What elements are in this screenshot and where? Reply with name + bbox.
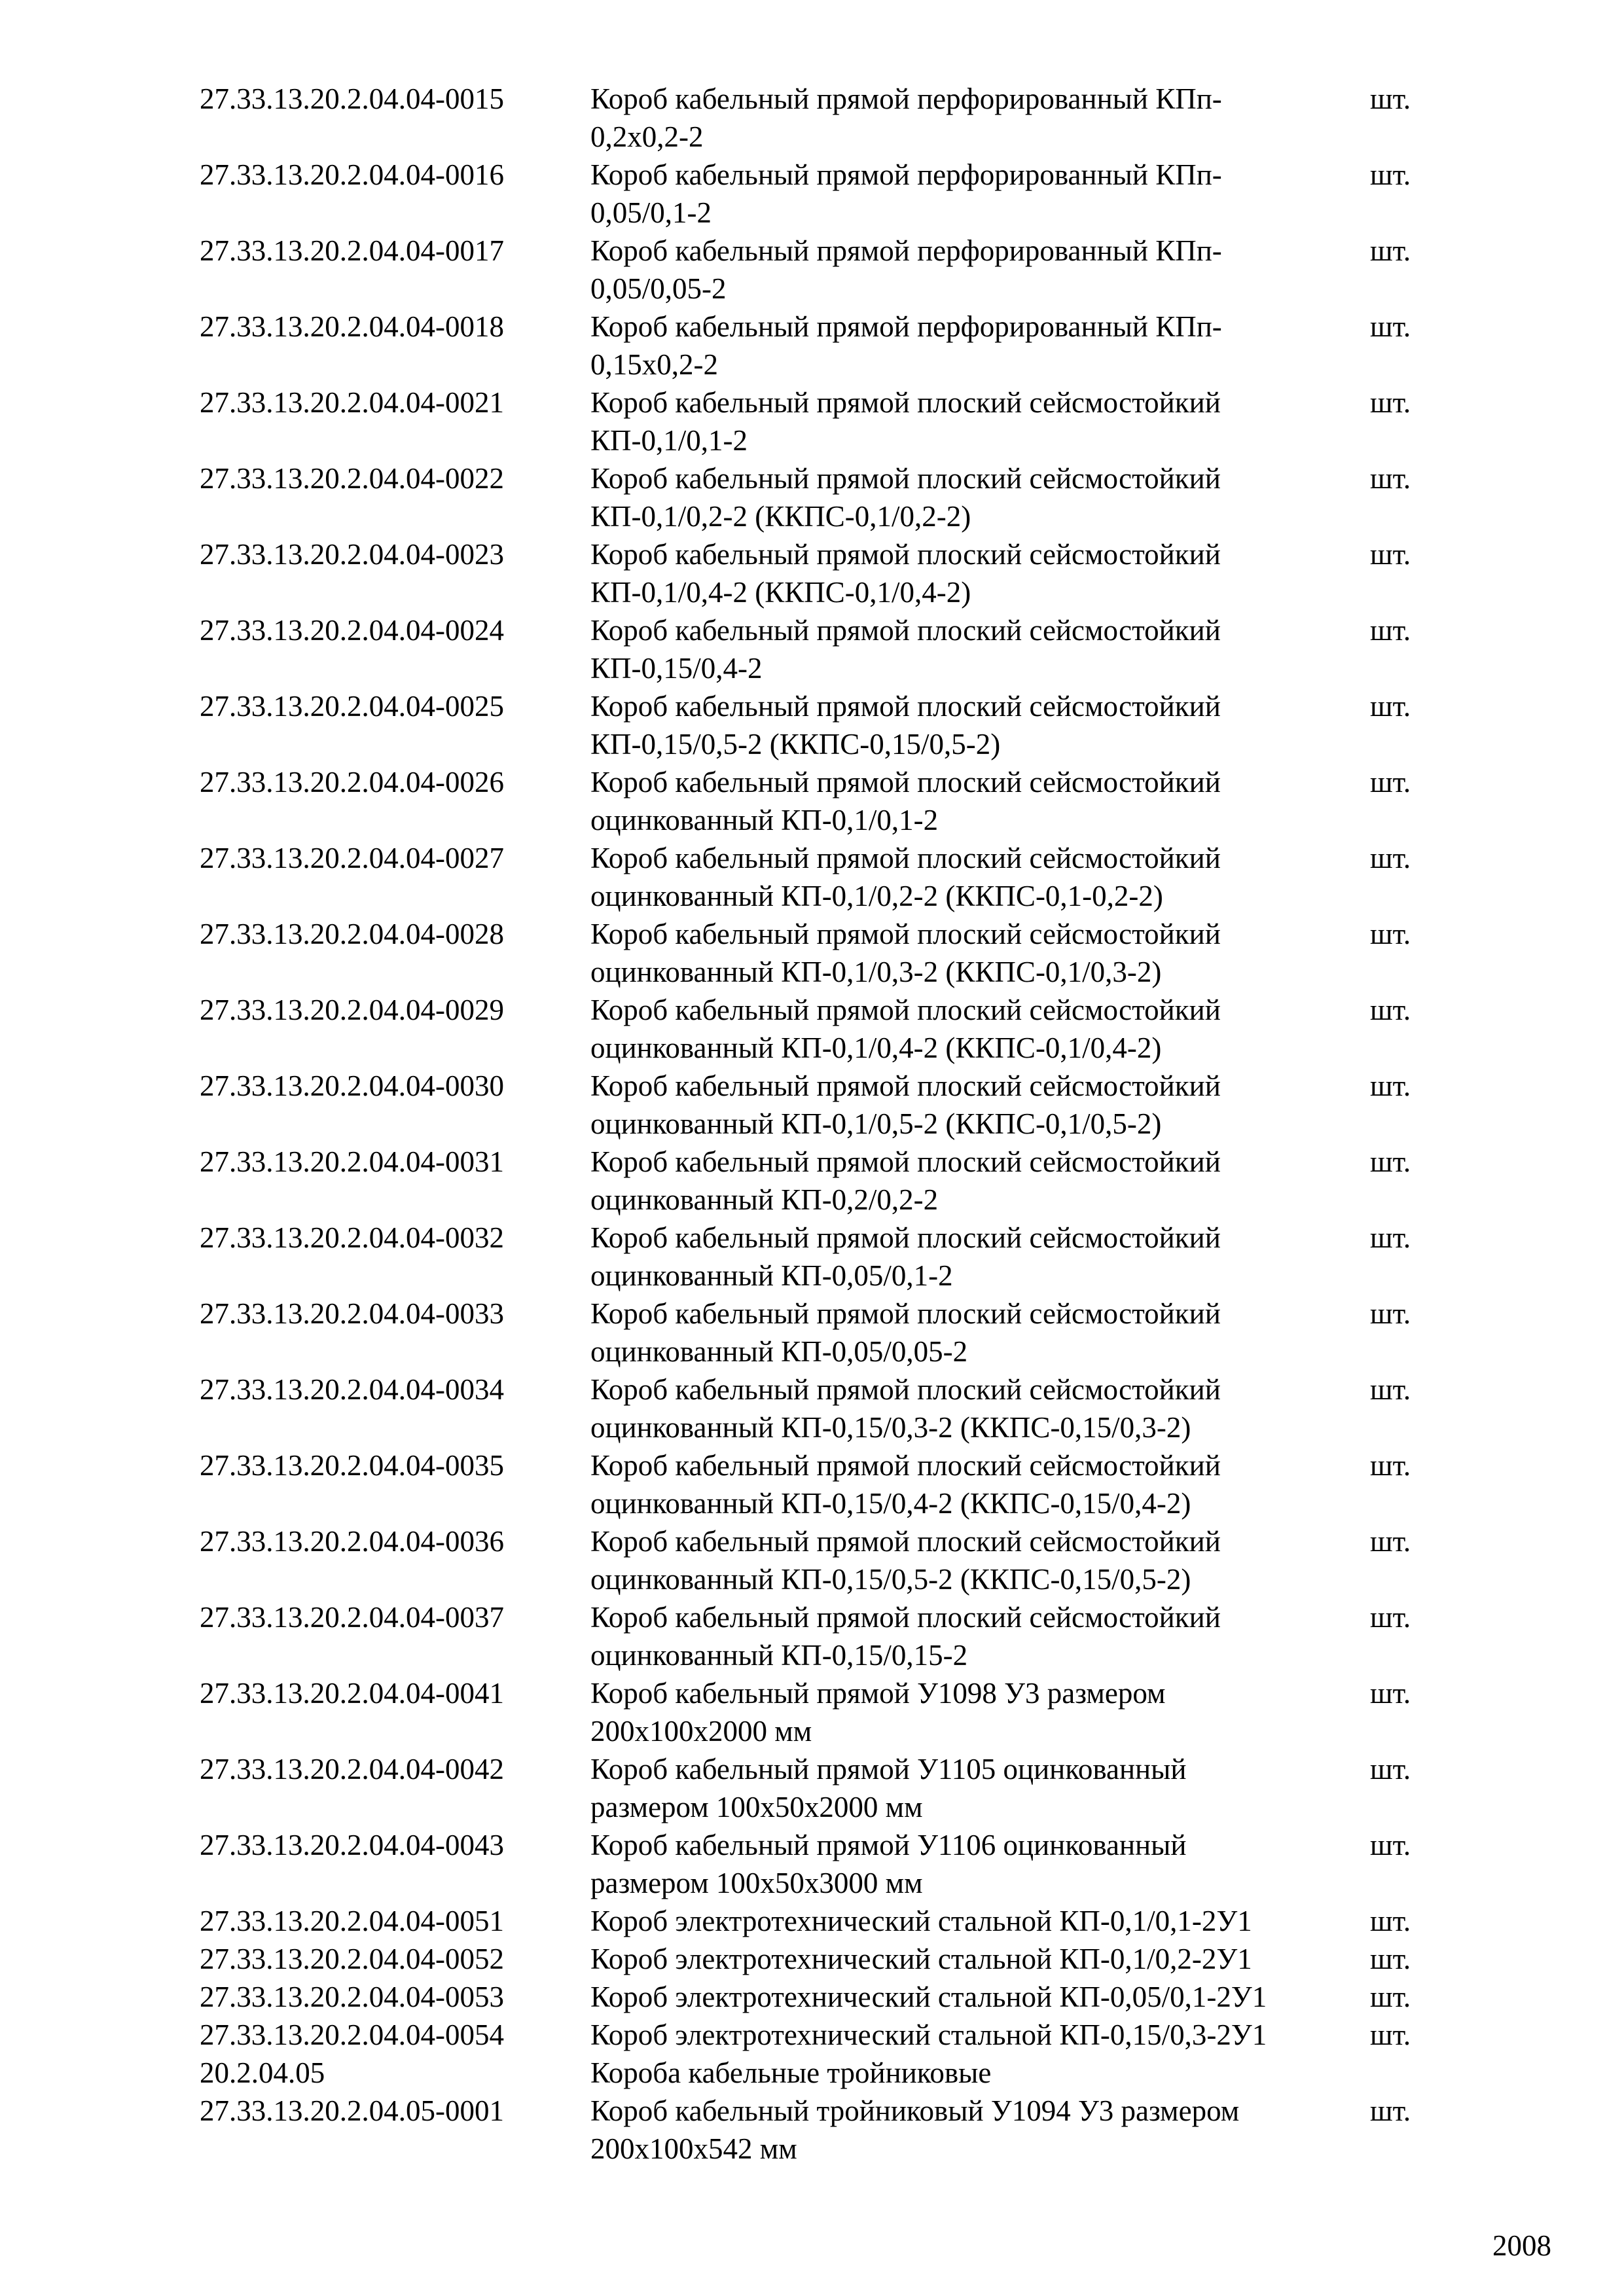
resource-description — [590, 1219, 1330, 1295]
table-row — [0, 1446, 1624, 1522]
resource-code: 27.33.13.20.2.04.04-0035 — [200, 1449, 504, 1482]
resource-description — [590, 384, 1330, 459]
description-line: Короб кабельный прямой У1106 оцинкованный — [590, 1829, 1187, 1861]
table-row — [0, 1143, 1624, 1219]
resource-code: 27.33.13.20.2.04.04-0030 — [200, 1069, 504, 1102]
description-line: Короб кабельный прямой плоский сейсмостойкий — [590, 1297, 1221, 1330]
resource-description — [590, 1674, 1330, 1750]
table-row — [0, 1067, 1624, 1143]
unit-of-measure: шт. — [1370, 1943, 1411, 1975]
resource-code: 27.33.13.20.2.04.04-0022 — [200, 462, 504, 495]
resource-code: 27.33.13.20.2.04.04-0021 — [200, 386, 504, 419]
unit-of-measure: шт. — [1370, 1753, 1411, 1785]
resource-description — [590, 1295, 1330, 1371]
table-row — [0, 232, 1624, 308]
description-line: Короб кабельный прямой плоский сейсмостойкий — [590, 614, 1221, 647]
description-line: оцинкованный КП-0,1/0,4-2 (ККПС-0,1/0,4-2) — [590, 1031, 1162, 1064]
unit-of-measure: шт. — [1370, 1829, 1411, 1861]
description-line: Короб кабельный прямой плоский сейсмостойкий — [590, 1601, 1221, 1634]
description-line: оцинкованный КП-0,15/0,4-2 (ККПС-0,15/0,4-2) — [590, 1487, 1191, 1520]
description-line: Короб кабельный прямой плоский сейсмостойкий — [590, 1069, 1221, 1102]
table-row — [0, 763, 1624, 839]
description-line: Короб кабельный тройниковый У1094 У3 размером — [590, 2094, 1240, 2127]
page-number: 2008 — [1492, 2229, 1551, 2262]
resource-code: 27.33.13.20.2.04.04-0032 — [200, 1221, 504, 1254]
unit-of-measure: шт. — [1370, 158, 1411, 191]
unit-of-measure: шт. — [1370, 842, 1411, 874]
resource-description — [590, 1750, 1330, 1826]
resource-description — [590, 763, 1330, 839]
unit-of-measure: шт. — [1370, 994, 1411, 1026]
resource-code: 27.33.13.20.2.04.04-0015 — [200, 82, 504, 115]
table-row — [0, 1295, 1624, 1371]
description-line: оцинкованный КП-0,15/0,3-2 (ККПС-0,15/0,3-2) — [590, 1411, 1191, 1444]
unit-of-measure: шт. — [1370, 310, 1411, 343]
unit-of-measure: шт. — [1370, 2094, 1411, 2127]
description-line: оцинкованный КП-0,05/0,05-2 — [590, 1335, 968, 1368]
resource-code: 27.33.13.20.2.04.04-0034 — [200, 1373, 504, 1406]
description-line: Короб кабельный прямой У1105 оцинкованный — [590, 1753, 1187, 1785]
unit-of-measure: шт. — [1370, 538, 1411, 571]
resource-code: 27.33.13.20.2.04.04-0026 — [200, 766, 504, 798]
unit-of-measure: шт. — [1370, 1677, 1411, 1710]
resource-description — [590, 1371, 1330, 1446]
resource-code: 27.33.13.20.2.04.04-0018 — [200, 310, 504, 343]
unit-of-measure: шт. — [1370, 462, 1411, 495]
description-line: 200x100x542 мм — [590, 2132, 797, 2165]
unit-of-measure: шт. — [1370, 1981, 1411, 2013]
table-row — [0, 2092, 1624, 2168]
resource-description — [590, 535, 1330, 611]
description-line: 0,2x0,2-2 — [590, 120, 704, 153]
description-line: 0,15x0,2-2 — [590, 348, 718, 381]
description-line: 0,05/0,05-2 — [590, 272, 727, 305]
unit-of-measure: шт. — [1370, 82, 1411, 115]
description-line: размером 100x50x3000 мм — [590, 1867, 923, 1899]
description-line: Короб кабельный прямой плоский сейсмостойкий — [590, 462, 1221, 495]
table-row — [0, 384, 1624, 459]
description-line: Короб кабельный прямой плоский сейсмостойкий — [590, 1221, 1221, 1254]
resource-description — [590, 1826, 1330, 1902]
unit-of-measure: шт. — [1370, 386, 1411, 419]
unit-of-measure: шт. — [1370, 1525, 1411, 1558]
description-line: Короб кабельный прямой плоский сейсмостойкий — [590, 538, 1221, 571]
table-row — [0, 1978, 1624, 2016]
description-line: Короб электротехнический стальной КП-0,1/0,2-2У1 — [590, 1943, 1252, 1975]
resource-code: 27.33.13.20.2.04.04-0031 — [200, 1145, 504, 1178]
table-row — [0, 2016, 1624, 2054]
description-line: оцинкованный КП-0,15/0,15-2 — [590, 1639, 968, 1672]
description-line: Короб кабельный прямой плоский сейсмостойкий — [590, 1525, 1221, 1558]
table-row — [0, 1371, 1624, 1446]
resource-description — [590, 2092, 1330, 2168]
unit-of-measure: шт. — [1370, 1905, 1411, 1937]
description-line: КП-0,15/0,4-2 — [590, 652, 763, 685]
resource-description — [590, 839, 1330, 915]
resource-description — [590, 308, 1330, 384]
table-row — [0, 611, 1624, 687]
description-line: Короб кабельный прямой плоский сейсмостойкий — [590, 386, 1221, 419]
table-row — [0, 1826, 1624, 1902]
table-row — [0, 1598, 1624, 1674]
description-line: Короб кабельный прямой перфорированный КПп- — [590, 234, 1222, 267]
resource-description — [590, 1446, 1330, 1522]
table-row — [0, 80, 1624, 156]
table-row — [0, 2054, 1624, 2092]
table-row — [0, 459, 1624, 535]
table-row — [0, 915, 1624, 991]
unit-of-measure: шт. — [1370, 1297, 1411, 1330]
resource-description — [590, 611, 1330, 687]
description-line: 0,05/0,1-2 — [590, 196, 712, 229]
description-line: 200x100x2000 мм — [590, 1715, 812, 1748]
resource-code: 27.33.13.20.2.04.04-0017 — [200, 234, 504, 267]
description-line: Короб кабельный прямой плоский сейсмостойкий — [590, 1373, 1221, 1406]
table-row — [0, 1750, 1624, 1826]
unit-of-measure: шт. — [1370, 766, 1411, 798]
unit-of-measure: шт. — [1370, 2018, 1411, 2051]
table-row — [0, 991, 1624, 1067]
description-line: КП-0,1/0,2-2 (ККПС-0,1/0,2-2) — [590, 500, 971, 533]
resource-description — [590, 1902, 1330, 1940]
description-line: Короб кабельный прямой плоский сейсмостойкий — [590, 1449, 1221, 1482]
resource-code: 27.33.13.20.2.04.04-0016 — [200, 158, 504, 191]
table-row — [0, 1219, 1624, 1295]
resource-code: 27.33.13.20.2.04.04-0041 — [200, 1677, 504, 1710]
resource-description — [590, 1598, 1330, 1674]
resource-code: 27.33.13.20.2.04.04-0051 — [200, 1905, 504, 1937]
unit-of-measure: шт. — [1370, 1373, 1411, 1406]
table-row — [0, 535, 1624, 611]
resource-description — [590, 915, 1330, 991]
unit-of-measure: шт. — [1370, 1145, 1411, 1178]
description-line: оцинкованный КП-0,05/0,1-2 — [590, 1259, 953, 1292]
resource-description — [590, 1522, 1330, 1598]
resource-code: 27.33.13.20.2.04.04-0037 — [200, 1601, 504, 1634]
resource-code: 27.33.13.20.2.04.04-0028 — [200, 918, 504, 950]
description-line: Короб кабельный прямой перфорированный КПп- — [590, 158, 1222, 191]
resource-description — [590, 232, 1330, 308]
resource-description — [590, 156, 1330, 232]
resource-code: 27.33.13.20.2.04.04-0029 — [200, 994, 504, 1026]
unit-of-measure: шт. — [1370, 234, 1411, 267]
description-line: Короб электротехнический стальной КП-0,15/0,3-2У1 — [590, 2018, 1267, 2051]
description-line: оцинкованный КП-0,1/0,5-2 (ККПС-0,1/0,5-2) — [590, 1107, 1162, 1140]
description-line: Короб кабельный прямой плоский сейсмостойкий — [590, 1145, 1221, 1178]
description-line: Короб электротехнический стальной КП-0,05/0,1-2У1 — [590, 1981, 1267, 2013]
resource-code: 27.33.13.20.2.04.04-0054 — [200, 2018, 504, 2051]
resource-code: 27.33.13.20.2.04.04-0053 — [200, 1981, 504, 2013]
table-row — [0, 839, 1624, 915]
resource-code: 27.33.13.20.2.04.04-0036 — [200, 1525, 504, 1558]
table-row — [0, 687, 1624, 763]
description-line: Короба кабельные тройниковые — [590, 2056, 992, 2089]
description-line: оцинкованный КП-0,2/0,2-2 — [590, 1183, 939, 1216]
resource-code: 27.33.13.20.2.04.05-0001 — [200, 2094, 504, 2127]
unit-of-measure: шт. — [1370, 1069, 1411, 1102]
table-row — [0, 1674, 1624, 1750]
unit-of-measure: шт. — [1370, 1221, 1411, 1254]
table-row — [0, 1940, 1624, 1978]
resource-description — [590, 1940, 1330, 1978]
resource-description — [590, 80, 1330, 156]
table-row — [0, 1902, 1624, 1940]
resource-description — [590, 991, 1330, 1067]
resource-code: 27.33.13.20.2.04.04-0025 — [200, 690, 504, 723]
description-line: Короб кабельный прямой плоский сейсмостойкий — [590, 842, 1221, 874]
resource-description — [590, 1978, 1330, 2016]
resource-code: 20.2.04.05 — [200, 2056, 325, 2089]
unit-of-measure: шт. — [1370, 1449, 1411, 1482]
unit-of-measure: шт. — [1370, 690, 1411, 723]
resource-description — [590, 2016, 1330, 2054]
description-line: Короб кабельный прямой плоский сейсмостойкий — [590, 690, 1221, 723]
description-line: КП-0,1/0,1-2 — [590, 424, 748, 457]
unit-of-measure: шт. — [1370, 614, 1411, 647]
description-line: Короб кабельный прямой перфорированный КПп- — [590, 82, 1222, 115]
table-row — [0, 156, 1624, 232]
resource-code: 27.33.13.20.2.04.04-0033 — [200, 1297, 504, 1330]
resource-description — [590, 687, 1330, 763]
description-line: размером 100x50x2000 мм — [590, 1791, 923, 1823]
resource-description — [590, 2054, 1330, 2092]
description-line: Короб кабельный прямой плоский сейсмостойкий — [590, 918, 1221, 950]
description-line: оцинкованный КП-0,15/0,5-2 (ККПС-0,15/0,5-2) — [590, 1563, 1191, 1596]
resource-code: 27.33.13.20.2.04.04-0052 — [200, 1943, 504, 1975]
resource-description — [590, 1067, 1330, 1143]
description-line: оцинкованный КП-0,1/0,3-2 (ККПС-0,1/0,3-2) — [590, 956, 1162, 988]
resource-description — [590, 1143, 1330, 1219]
description-line: Короб электротехнический стальной КП-0,1/0,1-2У1 — [590, 1905, 1252, 1937]
description-line: оцинкованный КП-0,1/0,2-2 (ККПС-0,1-0,2-2) — [590, 880, 1163, 912]
resource-code: 27.33.13.20.2.04.04-0043 — [200, 1829, 504, 1861]
description-line: Короб кабельный прямой У1098 У3 размером — [590, 1677, 1166, 1710]
description-line: КП-0,1/0,4-2 (ККПС-0,1/0,4-2) — [590, 576, 971, 609]
description-line: Короб кабельный прямой плоский сейсмостойкий — [590, 994, 1221, 1026]
description-line: Короб кабельный прямой перфорированный КПп- — [590, 310, 1222, 343]
resource-code: 27.33.13.20.2.04.04-0024 — [200, 614, 504, 647]
description-line: оцинкованный КП-0,1/0,1-2 — [590, 804, 939, 836]
resource-code: 27.33.13.20.2.04.04-0042 — [200, 1753, 504, 1785]
resource-code: 27.33.13.20.2.04.04-0027 — [200, 842, 504, 874]
unit-of-measure: шт. — [1370, 1601, 1411, 1634]
resource-description — [590, 459, 1330, 535]
description-line: КП-0,15/0,5-2 (ККПС-0,15/0,5-2) — [590, 728, 1001, 761]
table-row — [0, 1522, 1624, 1598]
resource-code: 27.33.13.20.2.04.04-0023 — [200, 538, 504, 571]
table-row — [0, 308, 1624, 384]
description-line: Короб кабельный прямой плоский сейсмостойкий — [590, 766, 1221, 798]
unit-of-measure: шт. — [1370, 918, 1411, 950]
